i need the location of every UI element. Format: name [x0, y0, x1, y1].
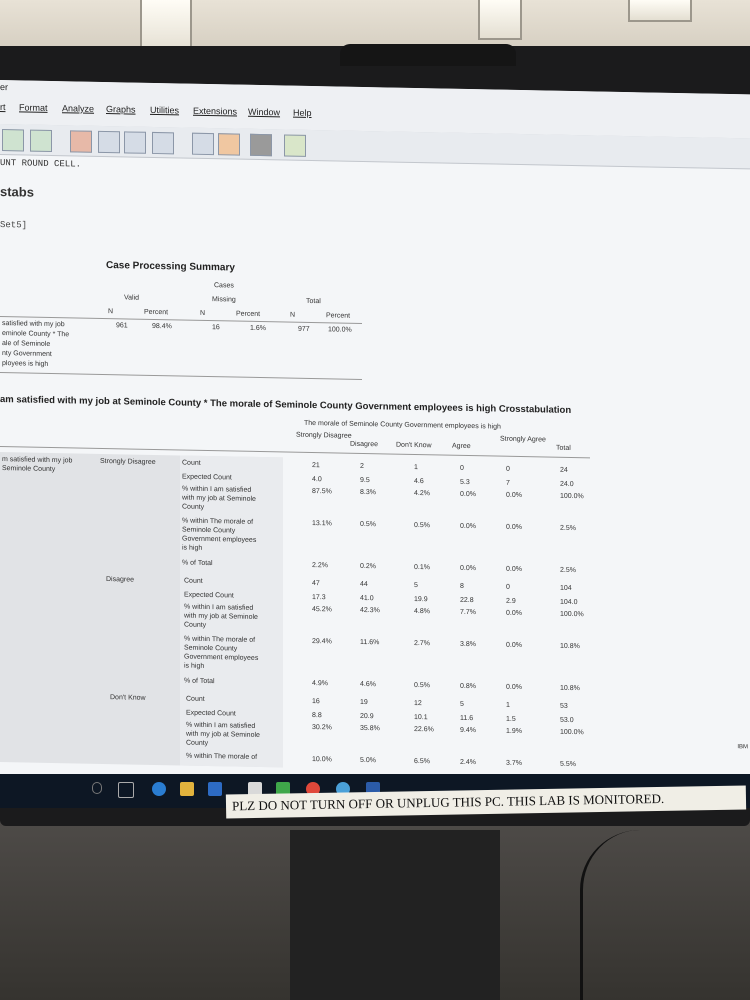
undo-icon[interactable]	[2, 129, 24, 151]
crosstab-cell: 0.0%	[506, 609, 522, 618]
redo-icon[interactable]	[30, 130, 52, 152]
goto-variable-icon[interactable]	[98, 131, 120, 153]
stat-label: % within I am satisfied	[182, 485, 252, 494]
crosstab-cell: 35.8%	[360, 724, 380, 733]
page-title: stabs	[0, 184, 34, 200]
divider	[0, 372, 362, 380]
total-header: Total	[306, 297, 321, 306]
stat-label: % within The morale of	[182, 517, 254, 526]
crosstab-cell: 104.0	[560, 598, 578, 607]
stat-label: % within The morale of	[184, 635, 256, 644]
crosstab-cell: 4.0	[312, 475, 322, 484]
crosstab-cell: 11.6%	[360, 638, 380, 647]
crosstab-cell: 100.0%	[560, 728, 584, 737]
crosstab-cell: 4.6%	[360, 680, 376, 689]
menu-format[interactable]: Format	[19, 102, 48, 113]
crosstab-cell: 2.2%	[312, 561, 328, 570]
menu-transform[interactable]: rt	[0, 102, 6, 113]
crosstab-cell: 0.2%	[360, 562, 376, 571]
crosstab-cell: 30.2%	[312, 723, 332, 732]
crosstab-cell: 9.5	[360, 476, 370, 485]
window-title: er	[0, 82, 9, 93]
stat-label: Count	[184, 577, 203, 585]
stat-label: Government employees	[182, 535, 257, 544]
crosstab-cell: 53	[560, 702, 568, 710]
crosstab-cell: 10.8%	[560, 642, 580, 651]
crosstab-cell: 16	[312, 697, 320, 706]
crosstab-cell: 5.5%	[560, 760, 576, 769]
row-var-label: m satisfied with my job	[2, 456, 73, 465]
crosstab-cell: 9.4%	[460, 726, 476, 735]
stat-label: County	[184, 621, 207, 629]
crosstab-cell: 11.6	[460, 714, 474, 723]
stat-label: Expected Count	[184, 591, 234, 600]
crosstab-cell: 4.6	[414, 477, 424, 486]
case-row-label: nty Government	[2, 350, 52, 358]
screen	[0, 80, 750, 794]
crosstab-cell: 5.0%	[360, 756, 376, 765]
crosstab-cell: 12	[414, 699, 422, 708]
crosstab-cell: 0.5%	[414, 521, 430, 530]
crosstab-cell: 0.0%	[506, 565, 522, 574]
crosstab-cell: 22.6%	[414, 725, 434, 734]
percent-header: Percent	[326, 312, 351, 320]
col-strongly-disagree: Strongly Disagree	[296, 431, 352, 440]
crosstab-cell: 3.8%	[460, 640, 476, 649]
crosstab-cell: 2	[360, 462, 364, 470]
cell: 100.0%	[328, 326, 352, 334]
crosstab-cell: 5.3	[460, 478, 470, 487]
stat-label: % of Total	[182, 559, 213, 568]
stat-label: % of Total	[184, 677, 215, 686]
menu-analyze[interactable]: Analyze	[62, 103, 95, 114]
col-total: Total	[556, 444, 571, 452]
stat-label: with my job at Seminole	[182, 494, 256, 503]
crosstab-cell: 1	[506, 701, 510, 709]
crosstab-cell: 47	[312, 579, 320, 588]
crosstab-cell: 0.8%	[460, 682, 476, 691]
crosstab-cell: 1.5	[506, 715, 516, 723]
crosstab-cell: 17.3	[312, 593, 326, 602]
stat-label: is high	[182, 544, 203, 552]
group-disagree: Disagree	[106, 576, 135, 584]
crosstab-cell: 2.9	[506, 597, 516, 605]
task-view-icon[interactable]	[118, 782, 134, 798]
monitor-stand	[290, 830, 500, 1000]
menu-help[interactable]: Help	[293, 107, 312, 118]
crosstab-cell: 0.0%	[506, 491, 522, 500]
crosstab-cell: 21	[312, 461, 320, 470]
crosstab-cell: 41.0	[360, 594, 374, 603]
crosstab-cell: 0.5%	[414, 681, 430, 690]
crosstab-cell: 13.1%	[312, 519, 332, 528]
ceiling-light	[478, 0, 522, 40]
cell: 961	[116, 322, 128, 330]
sticker-text: PLZ DO NOT TURN OFF OR UNPLUG THIS PC. THIS LAB IS MONITORED.	[231, 790, 665, 814]
stop-icon[interactable]	[250, 134, 272, 156]
crosstab-cell: 1	[414, 463, 418, 472]
menu-window[interactable]: Window	[248, 106, 281, 118]
stat-label: Seminole County	[182, 526, 236, 535]
crosstab-cell: 2.5%	[560, 524, 576, 533]
stat-label: % within I am satisfied	[184, 603, 254, 612]
crosstab-title: am satisfied with my job at Seminole County * The morale of Seminole County Government employees is high Crosstabulation	[0, 394, 572, 416]
percent-header: Percent	[236, 310, 261, 318]
custom-dialog-icon[interactable]	[284, 134, 306, 156]
crosstab-cell: 7.7%	[460, 608, 476, 617]
cell: 98.4%	[152, 322, 172, 331]
crosstab-cell: 24.0	[560, 480, 574, 489]
n-header: N	[290, 311, 296, 319]
chart-icon[interactable]	[152, 132, 174, 154]
crosstab-cell: 19.9	[414, 595, 428, 604]
crosstab-cell: 42.3%	[360, 606, 380, 615]
stat-label: Seminole County	[184, 644, 238, 653]
cell: 977	[298, 325, 310, 333]
case-row-label: ale of Seminole	[2, 340, 51, 348]
stat-label: County	[182, 503, 205, 511]
crosstab-cell: 10.0%	[312, 755, 332, 764]
cell: 1.6%	[250, 324, 266, 333]
stat-label: with my job at Seminole	[186, 730, 260, 739]
col-agree: Agree	[452, 442, 471, 451]
search-icon[interactable]	[92, 782, 102, 794]
col-strongly-agree: Strongly Agree	[500, 435, 546, 444]
crosstab-cell: 0.5%	[360, 520, 376, 529]
ibm-status: IBM	[737, 744, 748, 751]
ceiling-light	[628, 0, 692, 22]
cases-header: Cases	[214, 282, 234, 290]
crosstab-cell: 22.8	[460, 596, 474, 605]
crosstab-cell: 4.2%	[414, 489, 430, 498]
cell: 16	[212, 324, 220, 332]
crosstab-cell: 0	[506, 465, 510, 473]
crosstab-cell: 1.9%	[506, 727, 522, 736]
crosstab-cell: 10.1	[414, 713, 428, 722]
stat-label: Government employees	[184, 653, 259, 662]
stat-label: Count	[186, 695, 205, 703]
stat-label: % within The morale of	[186, 752, 258, 761]
crosstab-cell: 8.8	[312, 711, 322, 720]
case-row-label: eminole County * The	[2, 330, 70, 339]
stat-label: with my job at Seminole	[184, 612, 258, 621]
crosstab-cell: 5	[460, 700, 464, 708]
crosstab-cell: 0.0%	[460, 522, 476, 531]
n-header: N	[200, 309, 206, 317]
crosstab-cell: 8.3%	[360, 488, 376, 497]
stat-label: is high	[184, 662, 205, 670]
crosstab-cell: 8	[460, 582, 464, 590]
crosstab-cell: 0.1%	[414, 563, 430, 572]
crosstab-cell: 0.0%	[506, 683, 522, 692]
crosstab-cell: 10.8%	[560, 684, 580, 693]
crosstab-cell: 2.4%	[460, 758, 476, 767]
stat-label: County	[186, 739, 209, 747]
variables-icon[interactable]	[124, 131, 146, 153]
menu-extensions[interactable]: Extensions	[193, 105, 238, 117]
row-var-label: Seminole County	[2, 465, 56, 474]
crosstab-cell: 20.9	[360, 712, 374, 721]
n-header: N	[108, 308, 114, 316]
crosstab-cell: 5	[414, 581, 418, 590]
case-row-label: ployees is high	[2, 360, 49, 368]
crosstab-cell: 45.2%	[312, 605, 332, 614]
goto-case-icon[interactable]	[70, 130, 92, 152]
crosstab-cell: 4.8%	[414, 607, 430, 616]
webcam	[340, 44, 516, 66]
crosstab-cell: 53.0	[560, 716, 574, 725]
crosstab-cell: 2.5%	[560, 566, 576, 575]
crosstab-cell: 100.0%	[560, 492, 584, 501]
crosstab-cell: 7	[506, 479, 510, 487]
crosstab-cell: 24	[560, 466, 568, 474]
crosstab-cell: 0.0%	[460, 564, 476, 573]
case-row-label: satisfied with my job	[2, 320, 65, 329]
crosstab-cell: 4.9%	[312, 679, 328, 688]
group-dont-know: Don't Know	[110, 694, 146, 702]
valid-header: Valid	[124, 294, 140, 302]
crosstab-cell: 19	[360, 698, 368, 707]
case-summary-title: Case Processing Summary	[106, 260, 235, 274]
crosstab-cell: 0	[506, 583, 510, 591]
crosstab-cell: 100.0%	[560, 610, 584, 619]
crosstab-cell: 0.0%	[460, 490, 476, 499]
crosstab-cell: 0	[460, 464, 464, 472]
stat-label: Count	[182, 459, 201, 467]
missing-header: Missing	[212, 296, 236, 304]
crosstab-cell: 0.0%	[506, 523, 522, 532]
store-icon[interactable]	[208, 782, 222, 796]
col-dont-know: Don't Know	[396, 441, 432, 450]
group-strongly-disagree: Strongly Disagree	[100, 457, 156, 466]
edge-icon[interactable]	[152, 782, 166, 796]
stat-label: Expected Count	[186, 709, 236, 718]
stat-label: Expected Count	[182, 473, 232, 482]
stat-label: % within I am satisfied	[186, 721, 256, 730]
crosstab-cell: 87.5%	[312, 487, 332, 496]
designate-window-icon[interactable]	[192, 133, 214, 155]
menu-graphs[interactable]: Graphs	[106, 104, 136, 115]
run-icon[interactable]	[218, 133, 240, 155]
crosstab-cell: 3.7%	[506, 759, 522, 768]
crosstab-cell: 44	[360, 580, 368, 589]
syntax-line: UNT ROUND CELL.	[0, 158, 82, 170]
file-explorer-icon[interactable]	[180, 782, 194, 796]
cable	[580, 830, 750, 1000]
menu-utilities[interactable]: Utilities	[150, 104, 180, 116]
dataset-label: Set5]	[0, 220, 28, 231]
column-group-header: The morale of Seminole County Government employees is high	[304, 419, 501, 431]
crosstab-cell: 104	[560, 584, 572, 592]
crosstab-cell: 6.5%	[414, 757, 430, 766]
crosstab-cell: 29.4%	[312, 637, 332, 646]
crosstab-cell: 2.7%	[414, 639, 430, 648]
crosstab-cell: 0.0%	[506, 641, 522, 650]
percent-header: Percent	[144, 308, 169, 317]
col-disagree: Disagree	[350, 440, 379, 449]
